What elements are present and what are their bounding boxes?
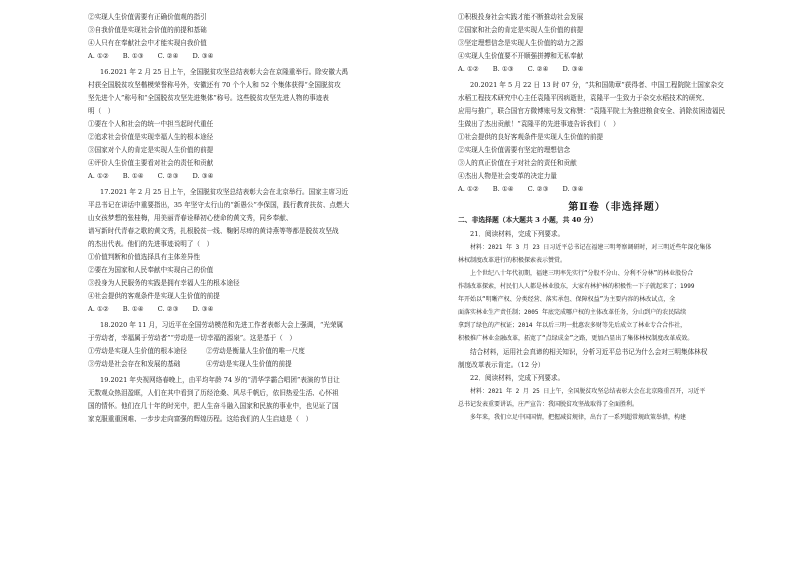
choice-b: B. ①③ — [492, 65, 514, 73]
material-text: 材料：2021 年 2 月 25 日上午，全国脱贫攻坚总结表彰大会在北京隆重召开，习近平 — [470, 388, 706, 395]
option-line: ②实现人生价值需要有坚定的理想信念 — [458, 146, 571, 154]
question-17 — [88, 187, 404, 314]
question-text: 16.2021 年 2 月 25 日上午，全国脱贫攻坚总结表彰大会在京隆重举行。除安徽大禹 — [100, 68, 349, 76]
question-text: 于劳动者，幸福属于劳动者”“劳动是一切幸福的源泉”。这是基于（ ） — [88, 334, 296, 342]
question-20 — [458, 80, 776, 194]
option-line: ①价值判断和价值选择具有主体差异性 — [88, 253, 201, 261]
option-line: ②追求社会价值是实现幸福人生的根本途径 — [88, 133, 214, 141]
question-prompt: 21．阅读材料，完成下列要求。 — [470, 230, 565, 238]
option-line: ④社会提供的客观条件是实现人生价值的前提 — [88, 292, 220, 300]
choice-c: C. ②③ — [157, 305, 179, 313]
option-line: ①社会提供的良好客观条件是实现人生价值的前提 — [458, 133, 604, 141]
choice-b: B. ①④ — [122, 305, 144, 313]
question-text: 谱写新时代青春之歌的黄文秀，扎根脱贫一线、鞠躬尽瘁的黄诗燕等等都是脱贫攻坚战 — [88, 227, 339, 235]
choice-d: D. ③④ — [562, 65, 584, 73]
choice-row — [88, 171, 404, 181]
option-line: ②国家和社会的肯定是实现人生价值的前提 — [458, 26, 584, 34]
question-text: 坚先进个人”称号和“全国脱贫攻坚先进集体”称号。这些脱贫攻坚先进人物的事迹表 — [88, 94, 329, 102]
material-text: 积极推广林业金融改革，拓宽了“点绿成金”之路，更加凸显出了集体林权制度改革成效。 — [458, 335, 694, 342]
choice-b: B. ①④ — [122, 172, 144, 180]
material-text: 拿到了绿色的产权证；2014 年以后三明一批惠农多财等先后成立了林业专合合作社， — [458, 322, 687, 329]
choice-d: D. ③④ — [192, 52, 214, 60]
choice-row — [458, 184, 776, 194]
question-text: 平总书记在讲话中重要指出，35 年坚守太行山的“新愚公”李保国，践行教育扶贫、点燃大 — [88, 201, 350, 209]
question-21 — [458, 229, 776, 370]
option-line: ③投身为人民服务的实践是拥有幸福人生的根本途径 — [88, 279, 240, 287]
material-text: 多年来，我们立足中国国情，把握减贫规律，出台了一系列超常规政策举措，构建 — [470, 414, 687, 421]
choice-b: B. ①③ — [122, 52, 144, 60]
question-text: 水稻工程技术研究中心主任袁隆平因病逝世，袁隆平一生致力于杂交水稻技术的研究、 — [458, 94, 709, 102]
option-line: ③国家对个人的肯定是实现人生价值的前提 — [88, 146, 214, 154]
material-text: 总书记发表重要讲话，庄严宣告：我国脱贫攻坚战取得了全面胜利。 — [458, 401, 639, 408]
question-text: 家克服重重困难、一步步走向富强的辉煌历程。这给我们的人生启迪是（ ） — [88, 415, 313, 423]
choice-a: A. ①② — [88, 172, 109, 180]
question-16 — [88, 67, 404, 181]
choice-d: D. ③④ — [192, 172, 214, 180]
question-text: 生做出了杰出贡献！”袁隆平的先进事迹告诉我们（ ） — [458, 120, 620, 128]
material-text: 材料：2021 年 3 月 23 日习近平总书记在福建三明考察调研时，对三明近些年深化集体 — [470, 244, 712, 251]
choice-row — [88, 304, 404, 314]
question-text: 明（ ） — [88, 107, 115, 115]
question-text: 村获全国脱贫攻坚楷模荣誉称号外，安徽还有 70 个个人和 52 个集体获得“全国脱贫攻 — [88, 81, 341, 89]
question-task: 制度改革表示肯定。（12 分） — [458, 361, 545, 369]
choice-c: C. ②④ — [157, 52, 179, 60]
choice-c: C. ②③ — [157, 172, 179, 180]
material-text: 林权制度改革进行的积极探索表示赞赏。 — [458, 257, 567, 264]
option-line: ①积极投身社会实践才能不断推动社会发展 — [458, 13, 584, 21]
choice-a: A. ①② — [88, 305, 109, 313]
material-text: 面落实林业生产责任制；2005 年底完成哪户权的主体改革任务，分山到户的农民陆续 — [458, 309, 687, 316]
question-text: 17.2021 年 2 月 25 日上午，全国脱贫攻坚总结表彰大会在北京举行。国家主席习近 — [100, 188, 349, 196]
choice-row — [88, 346, 404, 356]
question-prompt: 22．阅读材料，完成下列要求。 — [470, 374, 565, 382]
question-text: 20.2021 年 5 月 22 日 13 时 07 分，“共和国勋章”获得者、中国工程院院士国家杂交 — [470, 81, 724, 89]
option-line: ②实现人生价值需要有正确价值观的指引 — [88, 13, 207, 21]
question-text: 的杰出代表。他们的先进事迹说明了（ ） — [88, 240, 214, 248]
question-task: 结合材料，运用社会真谛的相关知识，分析习近平总书记为什么会对三明集体林权 — [470, 348, 708, 356]
option-line: ③人的真正价值在于对社会的责任和贡献 — [458, 159, 577, 167]
choice-c: C. ②④ — [527, 65, 549, 73]
choice-c: C. ②③ — [527, 185, 549, 193]
choice-b: B. ①④ — [492, 185, 514, 193]
option-line: ③自我价值是实现社会价值的前提和基础 — [88, 26, 207, 34]
question-text: 应用与推广，联合国官方微博账号发文称赞：“袁隆平院士为推进粮食安全、消除贫困造福民 — [458, 107, 726, 115]
choice-row — [458, 64, 776, 74]
choice-4: ④劳动是实现人生价值的前提 — [206, 360, 292, 368]
left-column — [88, 12, 404, 424]
choice-row — [88, 359, 404, 369]
choice-1: ①劳动是实现人生价值的根本途径 — [88, 347, 187, 355]
option-line: ④评价人生价值主要看对社会的责任和贡献 — [88, 159, 214, 167]
option-line: ①要在个人和社会的统一中担当起时代重任 — [88, 120, 214, 128]
question-text: 19.2021 年央视网络春晚上，由平均年龄 74 岁的“清华学霸合唱团”表演的节目让 — [100, 376, 340, 384]
option-line: ④实现人生价值要不开顺强拼搏和无私奉献 — [458, 52, 584, 60]
choice-2: ②劳动是衡量人生价值的唯一尺度 — [206, 347, 305, 355]
question-text: 山女孩梦想的张桂梅，用美丽青春诠释初心使命的黄文秀，同乡奉献、 — [88, 214, 293, 222]
choice-a: A. ①② — [88, 52, 109, 60]
choice-3: ③劳动是社会存在和发展的基础 — [88, 360, 181, 368]
choice-a: A. ①② — [458, 185, 479, 193]
option-line: ②要在为国家和人民奉献中实现自己的价值 — [88, 266, 214, 274]
option-line: ④杰出人物是社会变革的决定力量 — [458, 172, 557, 180]
choice-row — [88, 51, 404, 61]
choice-d: D. ③④ — [192, 305, 214, 313]
question-text: 无数观众热泪盈眶，人们在其中看到了历经沧桑、风尽千帆后，依旧热爱生活、心怀祖 — [88, 389, 339, 397]
section-header: 二、非选择题（本大题共 3 小题，共 40 分） — [458, 216, 598, 224]
option-line: ③坚定理想信念是实现人生价值的动力之源 — [458, 39, 584, 47]
material-text: 上个世纪八十年代初期，福建三明率先实行“分股不分山、分利不分林”的林业股份合 — [470, 270, 694, 277]
right-column — [458, 12, 776, 423]
option-line: ④人只有在奉献社会中才能实现自我价值 — [88, 39, 207, 47]
section-title: 第Ⅱ卷（非选择题） — [568, 202, 666, 213]
choice-d: D. ③④ — [562, 185, 584, 193]
question-text: 国的情怀。他们在几十年的时光中，把人生奋斗融入国家和民族的事业中，也见证了国 — [88, 402, 339, 410]
question-18 — [88, 320, 404, 369]
question-22 — [458, 373, 776, 423]
choice-a: A. ①② — [458, 65, 479, 73]
question-text: 18.2020 年 11 月，习近平在全国劳动模范和先进工作者表彰大会上强调，“光荣属 — [100, 321, 344, 329]
material-text: 年开始以“明晰产权、分类经营、落实承包、保障权益”为主要内容的林改试点，全 — [458, 296, 676, 303]
question-19 — [88, 375, 404, 424]
material-text: 作制改革探索，村民们人人都是林业股东，大家有林护林的积极性一下子就起来了；1999 — [458, 283, 695, 290]
